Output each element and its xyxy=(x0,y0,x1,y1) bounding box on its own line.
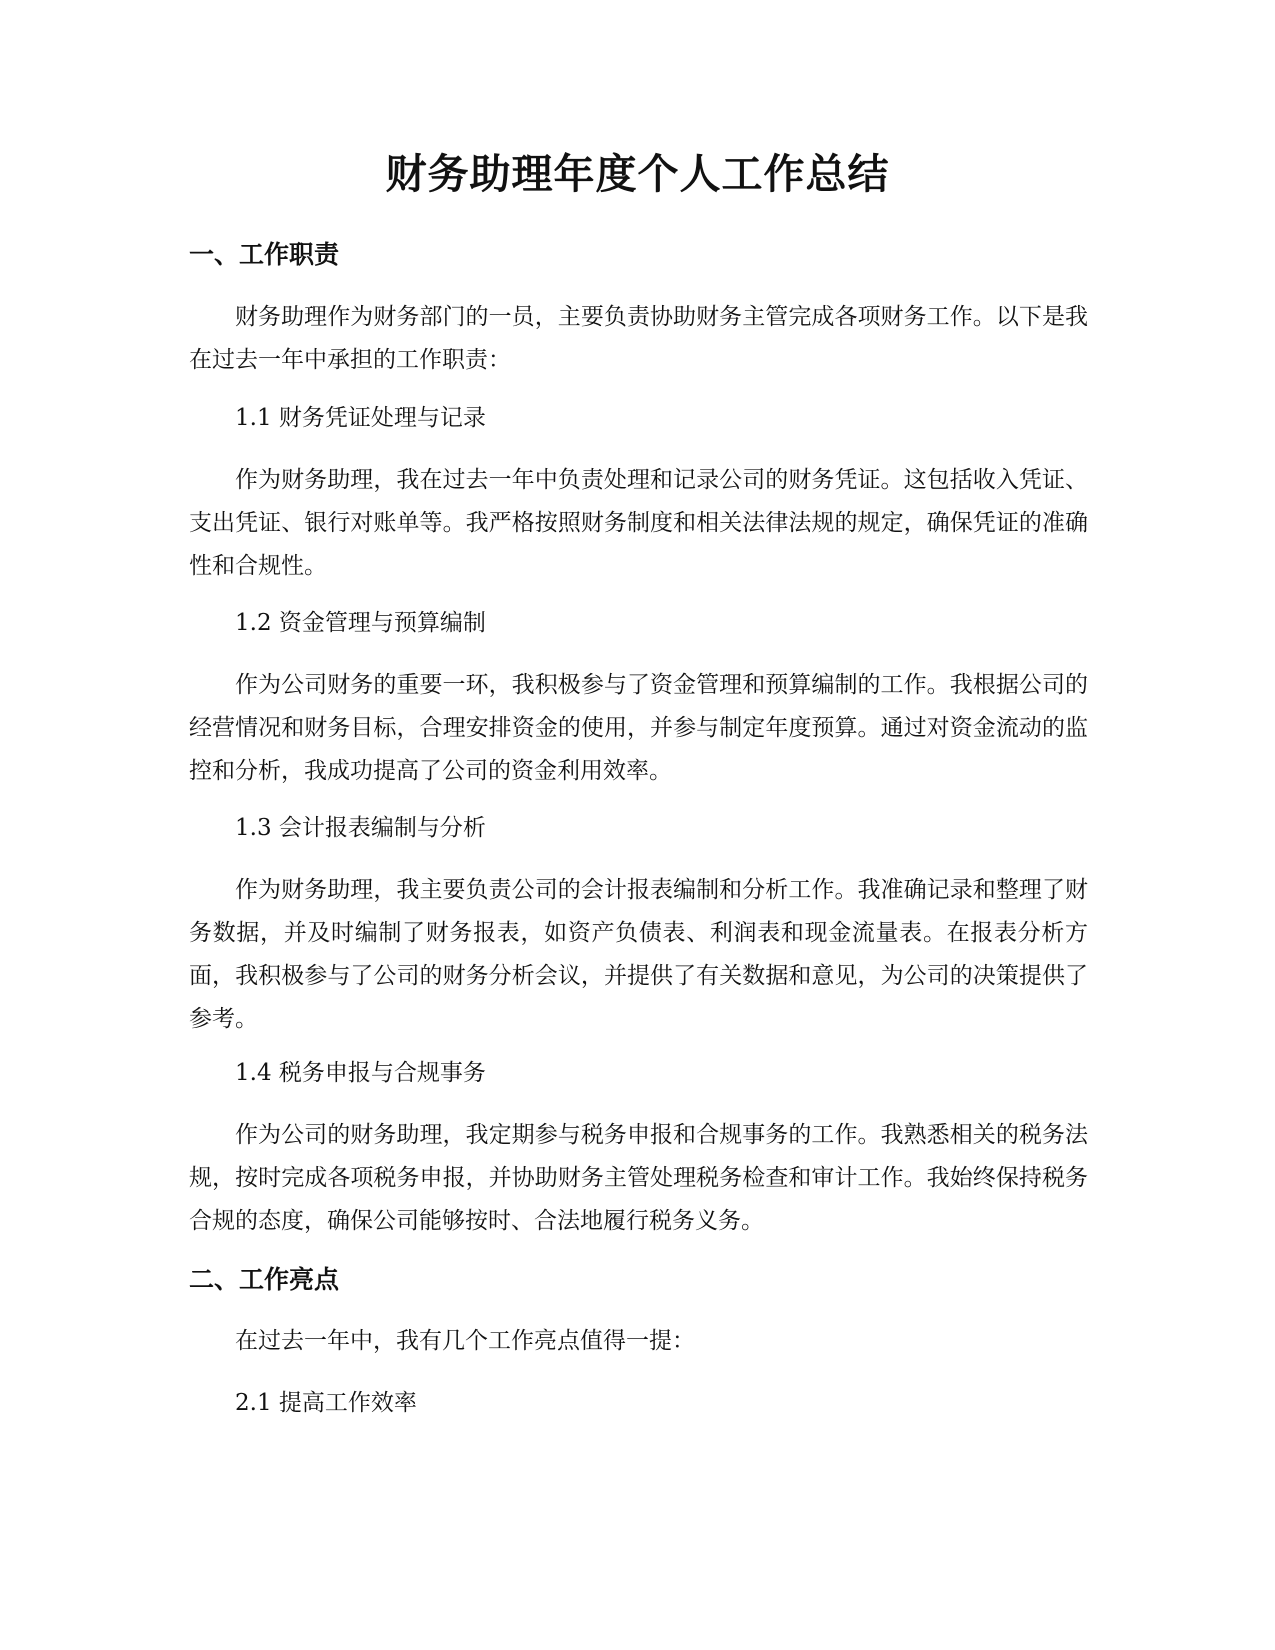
document-title: 财务助理年度个人工作总结 xyxy=(385,150,890,198)
section-intro-highlights: 在过去一年中，我有几个工作亮点值得一提： xyxy=(235,1328,695,1354)
subheading-accounting-reports: 1.3 会计报表编制与分析 xyxy=(235,815,486,841)
subheading-fund-management: 1.2 资金管理与预算编制 xyxy=(235,610,486,636)
paragraph-tax-compliance: 作为公司的财务助理，我定期参与税务申报和合规事务的工作。我熟悉相关的税务法规，按时完成各项税务申报，并协助财务主管处理税务检查和审计工作。我始终保持税务合规的态度，确保公司能够按时、合法地履行税务义务。 xyxy=(189,1122,1088,1234)
section-heading-responsibilities: 一、工作职责 xyxy=(189,240,340,269)
paragraph-fund-management: 作为公司财务的重要一环，我积极参与了资金管理和预算编制的工作。我根据公司的经营情况和财务目标，合理安排资金的使用，并参与制定年度预算。通过对资金流动的监控和分析，我成功提高了公司的资金利用效率。 xyxy=(189,672,1088,784)
subheading-tax-compliance: 1.4 税务申报与合规事务 xyxy=(235,1060,486,1086)
section-intro-paragraph: 财务助理作为财务部门的一员，主要负责协助财务主管完成各项财务工作。以下是我在过去一年中承担的工作职责： xyxy=(189,304,1088,373)
subheading-voucher-processing: 1.1 财务凭证处理与记录 xyxy=(235,405,486,431)
paragraph-accounting-reports: 作为财务助理，我主要负责公司的会计报表编制和分析工作。我准确记录和整理了财务数据，并及时编制了财务报表，如资产负债表、利润表和现金流量表。在报表分析方面，我积极参与了公司的财务分析会议，并提供了有关数据和意见，为公司的决策提供了参考。 xyxy=(189,877,1088,1032)
subheading-efficiency: 2.1 提高工作效率 xyxy=(235,1390,417,1416)
section-heading-highlights: 二、工作亮点 xyxy=(189,1265,340,1294)
paragraph-voucher-processing: 作为财务助理，我在过去一年中负责处理和记录公司的财务凭证。这包括收入凭证、支出凭证、银行对账单等。我严格按照财务制度和相关法律法规的规定，确保凭证的准确性和合规性。 xyxy=(189,467,1088,579)
